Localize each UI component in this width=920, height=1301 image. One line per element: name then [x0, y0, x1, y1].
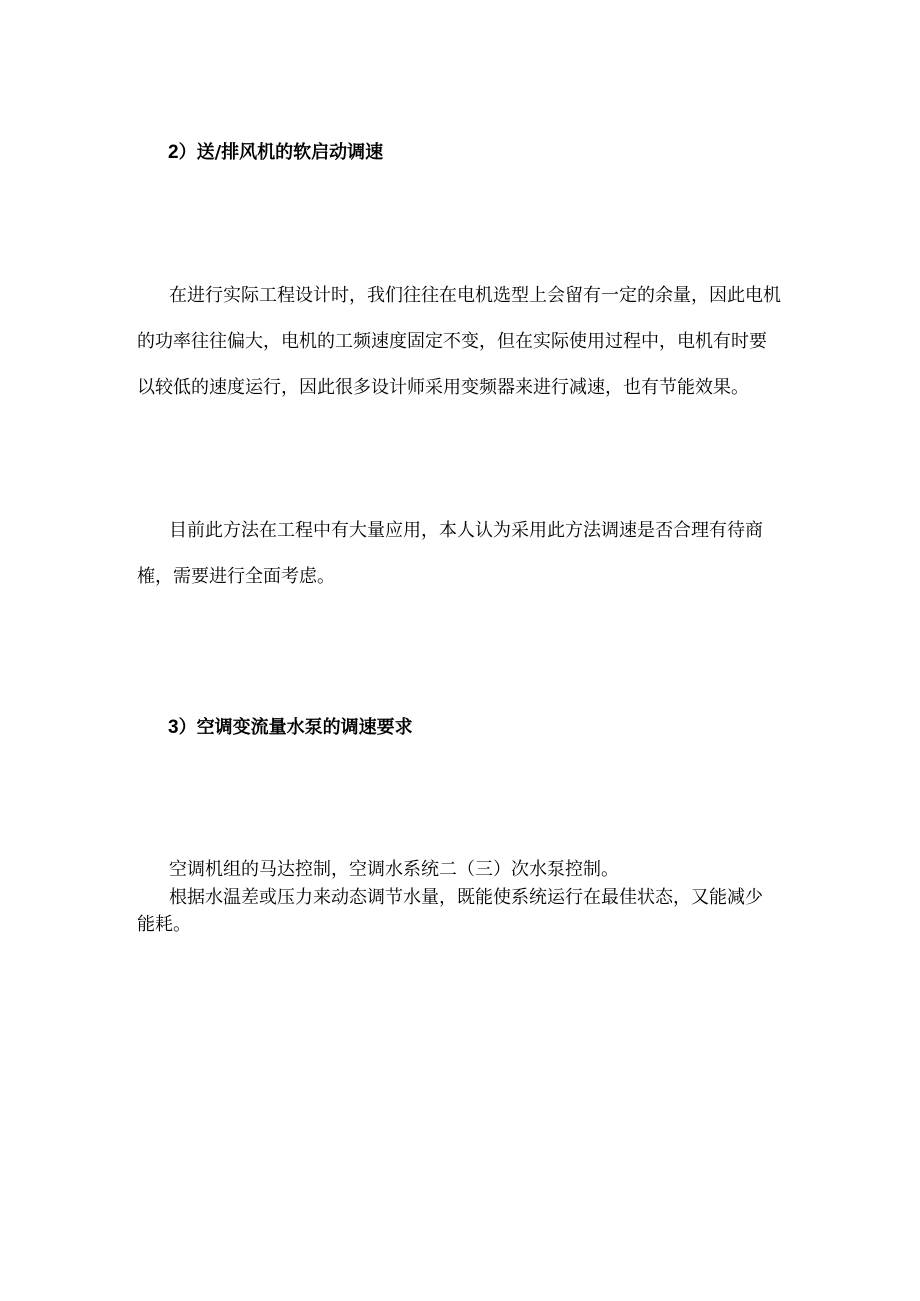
- paragraph-line: 根据水温差或压力来动态调节水量，既能使系统运行在最佳状态，又能减少: [169, 887, 763, 908]
- paragraph-2: [137, 508, 787, 600]
- section-title: ）送/排风机的软启动调速: [178, 142, 384, 163]
- paragraph-4: [137, 884, 787, 938]
- section-number: 3: [168, 717, 179, 738]
- paragraph-line: 能耗。: [137, 914, 191, 935]
- section-number: 2: [168, 142, 179, 163]
- section-title: ）空调变流量水泵的调速要求: [178, 717, 413, 738]
- paragraph-3: [137, 856, 787, 883]
- paragraph-line: 空调机组的马达控制，空调水系统二（三）次水泵控制。: [169, 859, 619, 880]
- paragraph-line: 在进行实际工程设计时，我们往往在电机选型上会留有一定的余量，因此电机: [169, 285, 781, 306]
- section-heading-2: [168, 141, 383, 165]
- paragraph-line: 的功率往往偏大，电机的工频速度固定不变，但在实际使用过程中，电机有时要: [137, 331, 767, 352]
- paragraph-line: 以较低的速度运行，因此很多设计师采用变频器来进行减速，也有节能效果。: [137, 377, 749, 398]
- section-heading-3: [168, 716, 413, 740]
- paragraph-1: [137, 273, 787, 411]
- paragraph-line: 目前此方法在工程中有大量应用，本人认为采用此方法调速是否合理有待商: [169, 520, 763, 541]
- paragraph-line: 榷，需要进行全面考虑。: [137, 566, 335, 587]
